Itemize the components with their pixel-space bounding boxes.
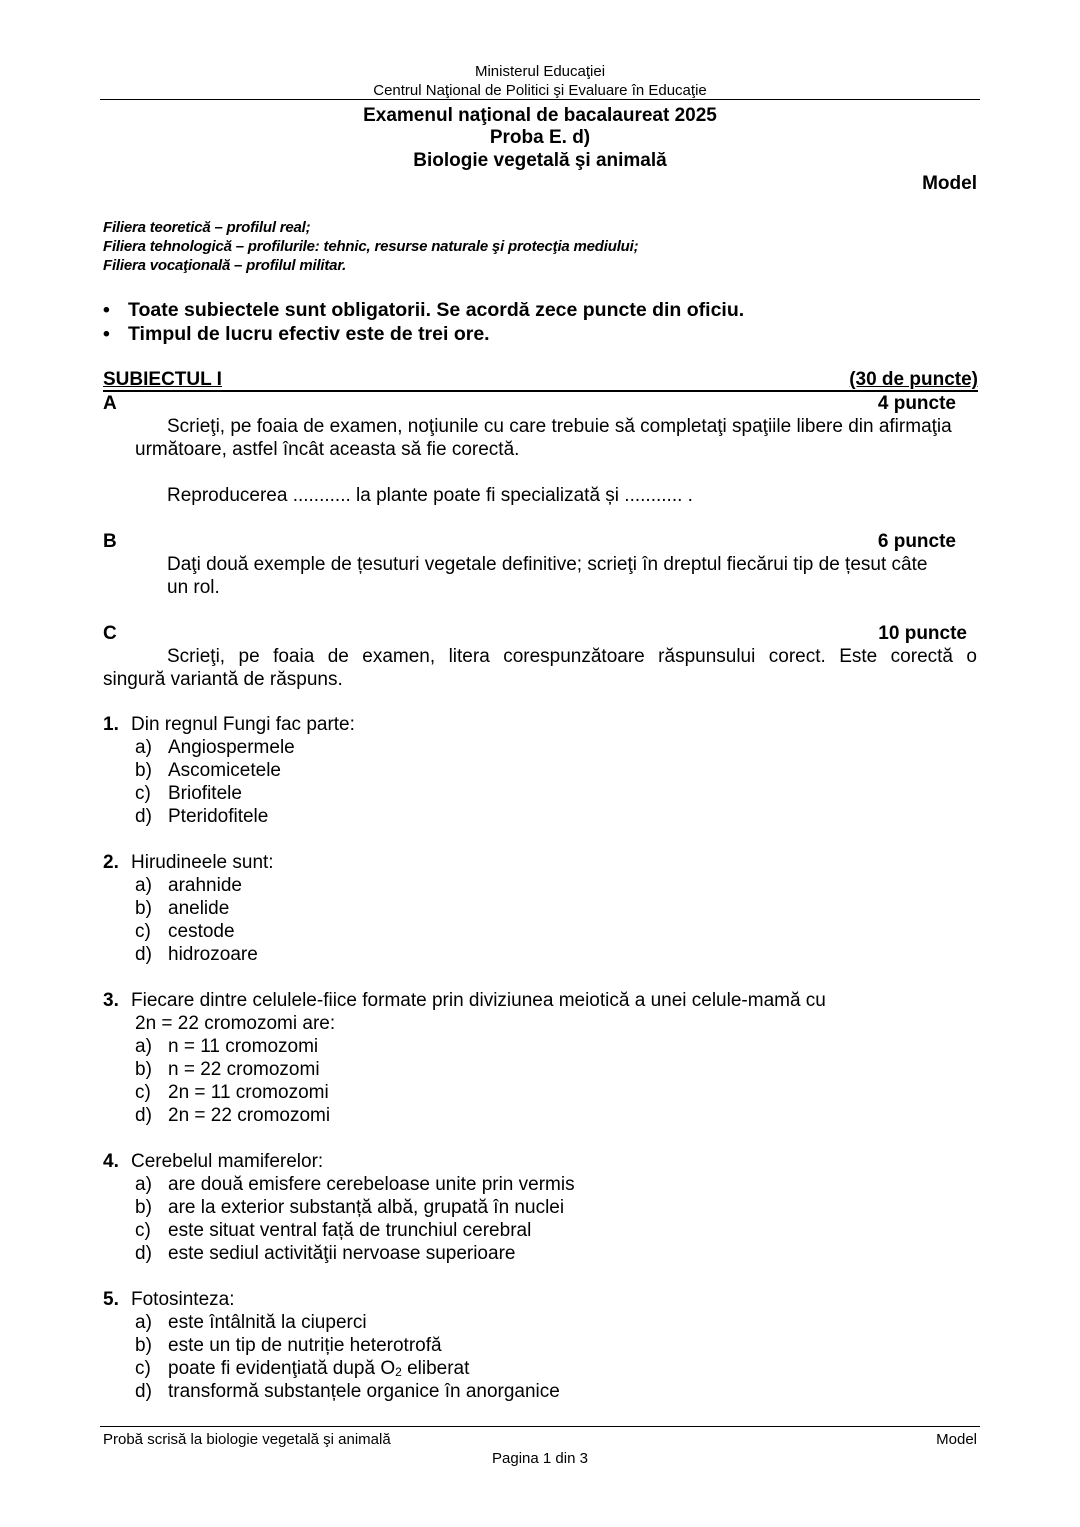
- model-label: Model: [922, 173, 977, 194]
- question-5-option-d: d) transformă substanțele organice în anorganice: [135, 1381, 560, 1402]
- footer-model-label: Model: [936, 1431, 977, 1448]
- section-a-points: 4 puncte: [877, 393, 956, 414]
- center-name: Centrul Naţional de Politici şi Evaluare în Educaţie: [373, 82, 707, 99]
- question-3-option-b: b) n = 22 cromozomi: [135, 1059, 320, 1080]
- subiect-points: (30 de puncte): [849, 369, 978, 390]
- section-a-instruction-cont: următoare, astfel încât aceasta să fie corectă.: [135, 439, 520, 460]
- exam-title: Examenul naţional de bacalaureat 2025: [363, 105, 717, 126]
- subiect-header: [103, 369, 978, 392]
- question-4-option-a: a) are două emisfere cerebeloase unite prin vermis: [135, 1174, 575, 1195]
- section-c-letter: C: [103, 623, 117, 644]
- footer-divider: [100, 1426, 980, 1427]
- section-a-instruction: Scrieţi, pe foaia de examen, noţiunile cu care trebuie să completaţi spaţiile libere din afirmaţia: [167, 416, 952, 437]
- question-4-option-c: c) este situat ventral față de trunchiul cerebral: [135, 1220, 532, 1241]
- instruction-item: • Timpul de lucru efectiv este de trei ore.: [103, 323, 490, 345]
- question-5-option-b: b) este un tip de nutriție heterotrofă: [135, 1335, 442, 1356]
- question-3-option-d: d) 2n = 22 cromozomi: [135, 1105, 331, 1126]
- section-c-instruction: Scrieţi, pe foaia de examen, litera corespunzătoare răspunsului corect. Este corectă o: [167, 646, 977, 667]
- question-1-option-d: d) Pteridofitele: [135, 806, 269, 827]
- filiera-tehnologica: Filiera tehnologică – profilurile: tehnic, resurse naturale şi protecţia mediului;: [103, 238, 639, 255]
- question-2: 2. Hirudineele sunt:: [103, 852, 274, 873]
- bullet-icon: •: [103, 299, 110, 321]
- section-b-instruction: Daţi două exemple de țesuturi vegetale definitive; scrieţi în dreptul fiecărui tip de țesut câte: [167, 554, 928, 575]
- question-2-option-c: c) cestode: [135, 921, 235, 942]
- question-4: 4. Cerebelul mamiferelor:: [103, 1151, 324, 1172]
- question-3-option-a: a) n = 11 cromozomi: [135, 1036, 319, 1057]
- filiera-teoretica: Filiera teoretică – profilul real;: [103, 219, 311, 236]
- question-5-option-c: c) poate fi evidenţiată după $O_2$ eliberat: [135, 1358, 470, 1379]
- question-1-option-b: b) Ascomicetele: [135, 760, 281, 781]
- question-2-option-a: a) arahnide: [135, 875, 242, 896]
- question-3-cont: 2n = 22 cromozomi are:: [135, 1013, 336, 1034]
- subject-title: Biologie vegetală şi animală: [413, 150, 667, 171]
- section-b-letter: B: [103, 531, 117, 552]
- question-5-option-a: a) este întâlnită la ciuperci: [135, 1312, 367, 1333]
- ministry-name: Ministerul Educaţiei: [474, 63, 606, 80]
- page-number: Pagina 1 din 3: [492, 1450, 588, 1467]
- instruction-item: • Toate subiectele sunt obligatorii. Se acordă zece puncte din oficiu.: [103, 299, 745, 321]
- filiera-vocationala: Filiera vocaţională – profilul militar.: [103, 257, 347, 274]
- section-b-instruction-cont: un rol.: [167, 577, 220, 598]
- question-2-option-b: b) anelide: [135, 898, 230, 919]
- subiect-title: SUBIECTUL I: [103, 369, 222, 390]
- section-c-instruction-cont: singură variantă de răspuns.: [103, 669, 343, 690]
- question-5: 5. Fotosinteza:: [103, 1289, 235, 1310]
- question-2-option-d: d) hidrozoare: [135, 944, 258, 965]
- proba-title: Proba E. d): [489, 127, 591, 148]
- section-c-points: 10 puncte: [878, 623, 967, 644]
- footer-exam-name: Probă scrisă la biologie vegetală şi animală: [103, 1431, 391, 1448]
- question-1-option-c: c) Briofitele: [135, 783, 242, 804]
- question-1: 1. Din regnul Fungi fac parte:: [103, 714, 355, 735]
- question-1-option-a: a) Angiospermele: [135, 737, 295, 758]
- question-3: 3. Fiecare dintre celulele-fiice formate prin diviziunea meiotică a unei celule-mamă cu: [103, 990, 826, 1011]
- header-divider: [100, 99, 980, 100]
- question-4-option-b: b) are la exterior substanță albă, grupată în nuclei: [135, 1197, 565, 1218]
- question-4-option-d: d) este sediul activităţii nervoase superioare: [135, 1243, 516, 1264]
- section-a-statement: Reproducerea ........... la plante poate fi specializată și ........... .: [167, 485, 693, 506]
- question-3-option-c: c) 2n = 11 cromozomi: [135, 1082, 329, 1103]
- section-b-points: 6 puncte: [877, 531, 956, 552]
- section-a-letter: A: [103, 393, 117, 414]
- bullet-icon: •: [103, 323, 110, 345]
